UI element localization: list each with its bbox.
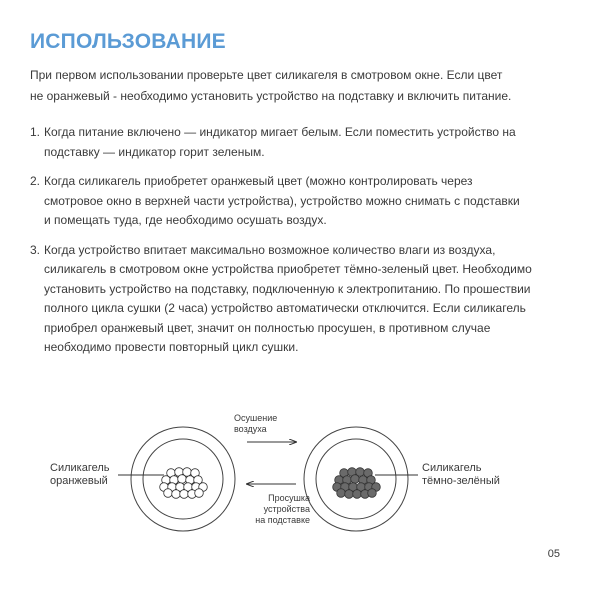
label-orange-silica: Силикагель оранжевый xyxy=(50,462,110,487)
intro-paragraph xyxy=(30,65,570,107)
step-line: подставку — индикатор горит зеленым. xyxy=(44,144,265,159)
step-line: Когда питание включено — индикатор мигает белым. Если поместить устройство на xyxy=(44,125,516,139)
instruction-step xyxy=(30,241,575,358)
silica-bead xyxy=(164,489,173,498)
silica-gel-diagram xyxy=(0,400,593,540)
step-number: 2. xyxy=(30,174,41,188)
instruction-step xyxy=(30,123,575,162)
silica-bead xyxy=(353,490,362,499)
step-line: силикагель в смотровом окне устройства приобретет тёмно-зеленый цвет. Необходимо xyxy=(44,262,532,276)
page-title: ИСПОЛЬЗОВАНИЕ xyxy=(30,30,226,53)
step-line: полного цикла сушки (2 часа) устройство автоматически отключится. Если силикагель xyxy=(44,301,526,315)
intro-line: не оранжевый - необходимо установить устройство на подставку и включить питание. xyxy=(30,89,512,103)
instruction-step xyxy=(30,172,575,231)
page-number: 05 xyxy=(547,548,560,560)
silica-bead xyxy=(345,490,354,499)
silica-bead xyxy=(368,489,377,498)
silica-bead xyxy=(172,490,181,499)
silica-bead xyxy=(351,475,360,484)
device-dark-green-silica xyxy=(304,427,408,531)
step-number: 3. xyxy=(30,242,41,257)
silica-bead xyxy=(337,489,346,498)
step-line: и помещать туда, где необходимо осушать воздух. xyxy=(44,213,327,227)
intro-line: При первом использовании проверьте цвет силикагеля в смотровом окне. Если цвет xyxy=(30,68,503,82)
label-stand-drying: Просушка устройства на подставке xyxy=(255,493,310,525)
step-line: необходимо провести повторный цикл сушки. xyxy=(44,340,299,354)
label-air-drying: Осушение воздуха xyxy=(234,413,278,434)
silica-bead xyxy=(195,489,204,498)
step-line: приобрел оранжевый цвет, значит он полностью просушен, в противном случае xyxy=(44,320,491,335)
instructions-list xyxy=(30,123,575,368)
step-number: 1. xyxy=(30,125,41,139)
silica-bead xyxy=(180,490,189,499)
device-orange-silica xyxy=(131,427,235,531)
step-line: смотровое окно в верхней части устройства), устройство можно снимать с подставки xyxy=(44,193,520,208)
label-dark-green-silica: Силикагель тёмно-зелёный xyxy=(422,462,500,487)
step-line: Когда силикагель приобретет оранжевый цвет (можно контролировать через xyxy=(44,174,473,188)
step-line: Когда устройство впитает максимально возможное количество влаги из воздуха, xyxy=(44,242,496,257)
silica-bead xyxy=(178,475,187,484)
step-line: установить устройство на подставку, подключенную к электропитанию. По прошествии xyxy=(44,281,531,296)
